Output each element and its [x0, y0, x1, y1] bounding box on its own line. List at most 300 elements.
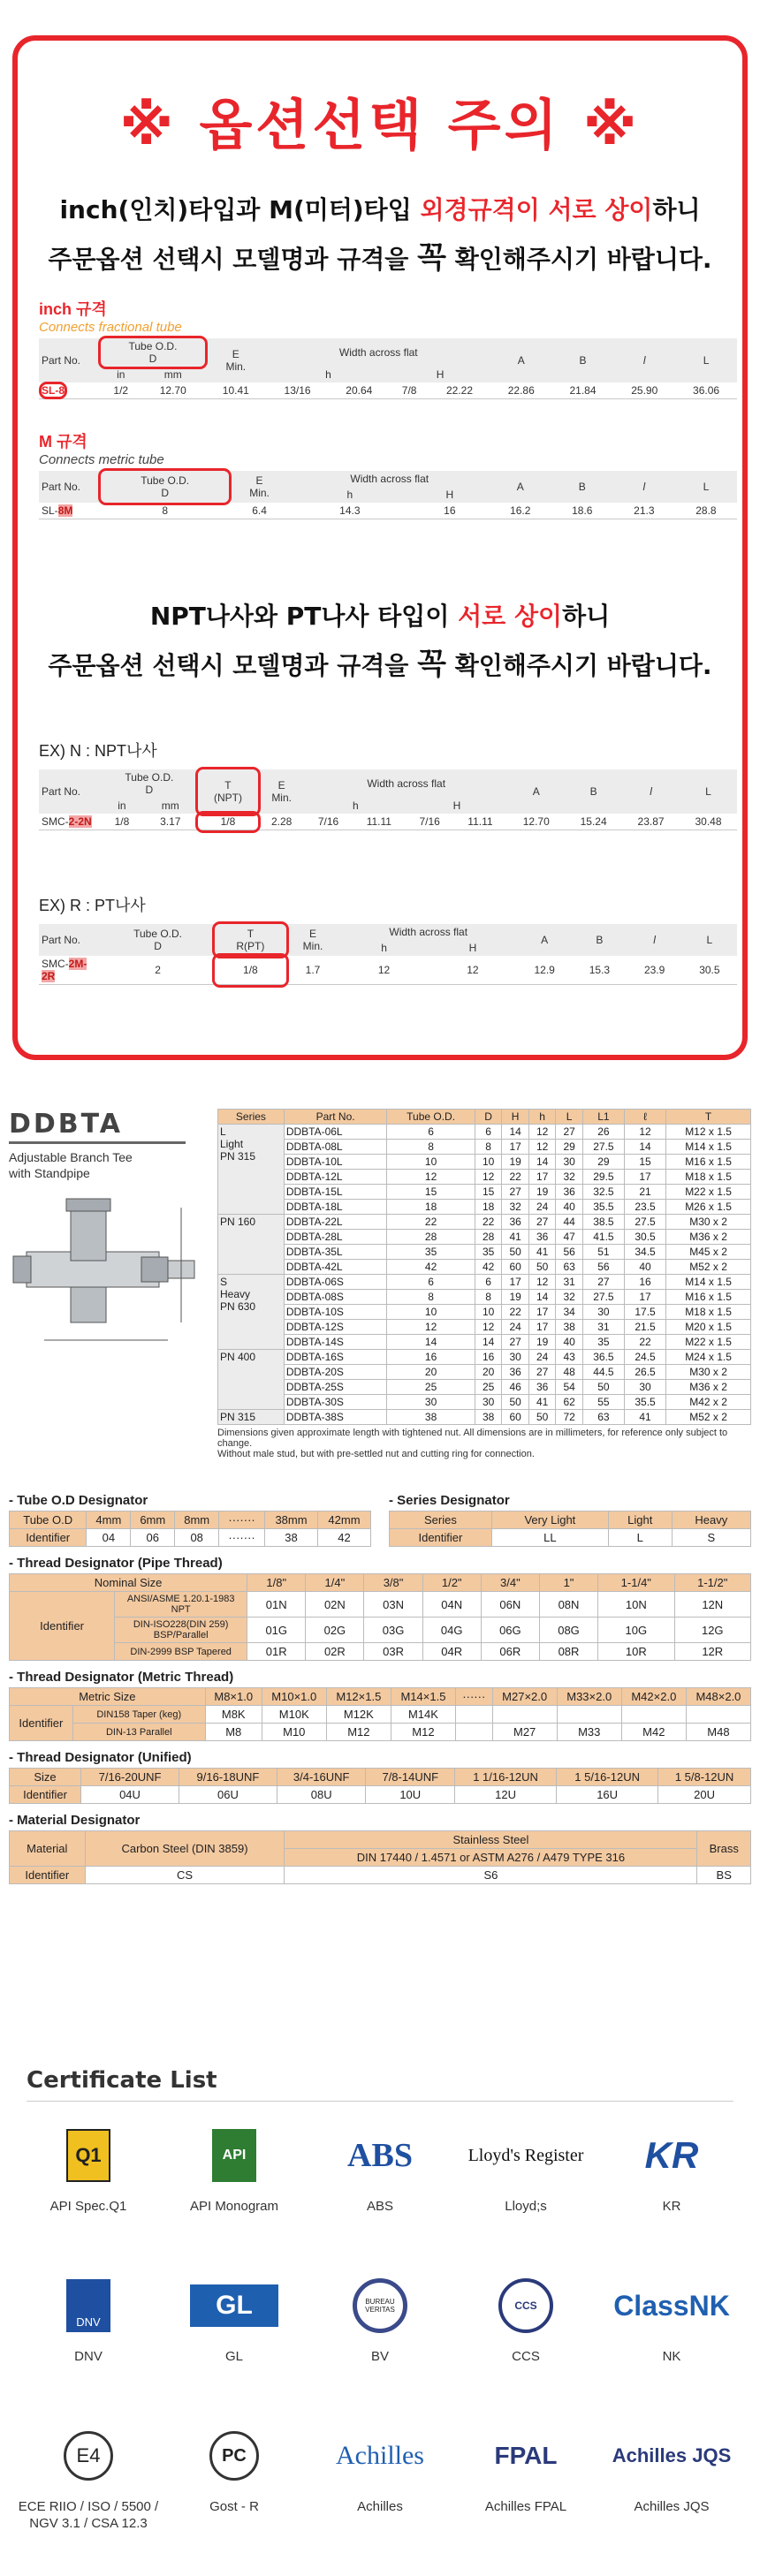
part-no-cell: DDBTA-06L	[284, 1125, 387, 1140]
col-t	[215, 924, 286, 956]
notice-line-3b: 와 PT나사 타입이	[253, 602, 459, 631]
dim-cell: M52 x 2	[666, 1260, 751, 1275]
series-text: Light	[220, 1138, 244, 1150]
certificate-logo-icon	[309, 2421, 451, 2491]
dim-cell: 55	[582, 1395, 624, 1410]
dim-cell: 32	[556, 1170, 583, 1185]
metric-thread-table	[9, 1687, 751, 1741]
dim-cell: 15	[387, 1185, 475, 1200]
id-cell: 04	[87, 1529, 131, 1547]
cell: 25.90	[613, 383, 675, 399]
dim-cell: 14	[624, 1140, 665, 1155]
cell: 2	[101, 956, 215, 985]
col-d: D	[161, 487, 170, 499]
header-cell: Heavy	[672, 1512, 750, 1529]
dim-cell: 16	[387, 1350, 475, 1365]
dim-cell: 56	[556, 1245, 583, 1260]
certificate-item	[601, 2421, 742, 2515]
col-tube-label: Tube O.D.	[133, 928, 183, 940]
col-waf: Width across flat	[267, 338, 490, 367]
dim-cell: 30	[387, 1395, 475, 1410]
col-mm: mm	[143, 798, 198, 814]
dim-cell: M16 x 1.5	[666, 1290, 751, 1305]
cell: 10.41	[205, 383, 267, 399]
dim-cell: 42	[475, 1260, 502, 1275]
id-cell: 10N	[598, 1592, 674, 1618]
col-e-label: E	[232, 348, 239, 360]
dim-cell: 27.5	[582, 1140, 624, 1155]
dim-cell: 6	[387, 1125, 475, 1140]
header-cell: 1/8"	[247, 1574, 306, 1592]
dim-cell: 20	[387, 1365, 475, 1380]
logo-text: DNV	[66, 2279, 110, 2332]
cell: 36.06	[675, 383, 737, 399]
certificate-name: Achilles FPAL	[484, 2499, 567, 2514]
id-cell: M10	[262, 1724, 326, 1741]
col-h: h	[339, 940, 428, 956]
notice-line-3	[18, 597, 742, 633]
dim-cell: M20 x 1.5	[666, 1320, 751, 1335]
col-e-label: E	[255, 474, 263, 487]
col-l: l	[613, 338, 675, 383]
id-cell: M8	[205, 1724, 262, 1741]
dim-cell: M18 x 1.5	[666, 1305, 751, 1320]
dim-header: L	[556, 1110, 583, 1125]
id-cell: 12N	[674, 1592, 750, 1618]
notice-title: ※ 옵션선택 주의 ※	[119, 93, 641, 157]
part-no-cell: DDBTA-18L	[284, 1200, 387, 1215]
metric-spec-table	[39, 471, 737, 519]
dim-cell: 36	[502, 1215, 529, 1230]
id-cell: 03R	[364, 1643, 422, 1661]
id-cell: 03N	[364, 1592, 422, 1618]
header-cell: M10×1.0	[262, 1688, 326, 1706]
logo-text: E4	[64, 2431, 113, 2481]
col-t-sub: (NPT)	[213, 792, 242, 804]
notice-line-2a: 주문옵션 선택시 모델명과 규격을	[48, 245, 418, 274]
certificate-section	[0, 2067, 760, 2531]
dim-cell: 27	[502, 1335, 529, 1350]
cell: 7/8	[390, 383, 429, 399]
header-cell: 38mm	[265, 1512, 318, 1529]
dim-cell: 14	[475, 1335, 502, 1350]
col-in: in	[101, 367, 141, 383]
col-l: l	[622, 769, 680, 814]
certificate-item	[18, 2270, 159, 2365]
dim-cell: 31	[582, 1320, 624, 1335]
col-t-label: T	[247, 928, 255, 940]
dim-cell: 34	[556, 1305, 583, 1320]
dim-cell: 35	[582, 1335, 624, 1350]
dim-cell: 12	[387, 1170, 475, 1185]
header-cell: 1 5/8-12UN	[658, 1769, 751, 1786]
npt-spec-table	[39, 769, 737, 830]
logo-text	[468, 2146, 584, 2165]
col-waf: Width across flat	[339, 924, 517, 940]
table-row	[218, 1230, 751, 1245]
dim-cell: 36	[528, 1380, 556, 1395]
col-waf: Width across flat	[290, 471, 490, 487]
certificate-logo-icon	[309, 2120, 451, 2191]
notice-line-1a: inch(인치)타입과 M(미터)타입	[59, 195, 421, 224]
col-l: l	[627, 924, 682, 956]
logo-text: Q1	[66, 2129, 110, 2182]
dim-cell: 38.5	[582, 1215, 624, 1230]
notice-line-3a: NPT나사	[149, 602, 254, 631]
col-waf: Width across flat	[305, 769, 507, 798]
material-designator-table	[9, 1830, 751, 1884]
notice-line-1	[18, 191, 742, 226]
cell: 8	[101, 503, 229, 519]
table-row	[218, 1200, 751, 1215]
dim-cell: 18	[475, 1200, 502, 1215]
dim-cell: 30.5	[624, 1230, 665, 1245]
dimension-table-wrap	[217, 1109, 751, 1459]
dim-cell: 27.5	[582, 1290, 624, 1305]
dim-cell: 50	[502, 1395, 529, 1410]
header-cell: 1 1/16-12UN	[455, 1769, 557, 1786]
npt-part-suffix: 2-2N	[68, 815, 92, 828]
cell: 2.28	[258, 814, 305, 830]
col-t-sub: R(PT)	[236, 940, 265, 952]
col-e-min: Min.	[271, 792, 292, 804]
col-tube-label: Tube O.D.	[125, 771, 174, 784]
series-cell	[218, 1350, 285, 1410]
certificate-title: Certificate List	[27, 2067, 217, 2094]
dim-header: Tube O.D.	[387, 1110, 475, 1125]
logo-text: GL	[190, 2284, 278, 2327]
pt-thread-cell: 1/8	[215, 956, 286, 985]
dim-cell: 43	[556, 1350, 583, 1365]
id-cell	[686, 1706, 750, 1724]
header-cell: ······	[456, 1688, 493, 1706]
part-no-cell: DDBTA-08S	[284, 1290, 387, 1305]
col-h: h	[305, 798, 407, 814]
pt-part-prefix: SMC-	[42, 958, 69, 970]
certificate-logo-icon	[455, 2421, 597, 2491]
dim-header: h	[528, 1110, 556, 1125]
unified-thread-table	[9, 1768, 751, 1804]
id-cell: M12K	[326, 1706, 391, 1724]
table-row	[10, 1592, 751, 1618]
col-a: A	[517, 924, 572, 956]
certificate-name: BV	[370, 2349, 389, 2364]
product-info	[9, 1109, 212, 1371]
cell: 21.3	[613, 503, 675, 519]
dim-cell: 15	[475, 1185, 502, 1200]
dim-cell: 40	[624, 1260, 665, 1275]
col-partno: Part No.	[39, 338, 101, 383]
table-row	[218, 1275, 751, 1290]
id-cell: 42	[317, 1529, 370, 1547]
certificate-item	[18, 2421, 159, 2532]
notice-line-1c: 하니	[652, 195, 701, 224]
identifier-label: Identifier	[10, 1786, 81, 1804]
notice-line-4b: 꼭	[417, 647, 446, 682]
npt-spec-block	[39, 769, 737, 830]
dim-cell: 60	[502, 1410, 529, 1425]
cell: 12.9	[517, 956, 572, 985]
metric-part-prefix: SL-	[42, 504, 58, 517]
id-cell: 12R	[674, 1643, 750, 1661]
tube-designator	[9, 1484, 371, 1547]
notice-line-3d: 하니	[562, 602, 611, 631]
part-no-cell: DDBTA-22L	[284, 1215, 387, 1230]
dim-cell: 17	[502, 1140, 529, 1155]
part-no-cell: DDBTA-16S	[284, 1350, 387, 1365]
certificate-logo-icon	[18, 2120, 159, 2191]
dim-cell: M42 x 2	[666, 1395, 751, 1410]
col-e-min: Min.	[302, 940, 323, 952]
npt-part-prefix: SMC-	[42, 815, 69, 828]
cell: 3.17	[143, 814, 198, 830]
notice-line-1b: 외경규격이 서로 상이	[420, 195, 653, 224]
product-desc-2: with Standpipe	[9, 1166, 90, 1180]
dim-cell: 29	[582, 1155, 624, 1170]
cell: 11.11	[352, 814, 407, 830]
col-tube	[101, 471, 229, 503]
dim-cell: 28	[387, 1230, 475, 1245]
part-no-cell: DDBTA-15L	[284, 1185, 387, 1200]
dim-cell: 17.5	[624, 1305, 665, 1320]
dim-cell: 19	[528, 1185, 556, 1200]
series-text: PN 160	[220, 1216, 256, 1228]
dim-cell: 21.5	[624, 1320, 665, 1335]
table-row	[218, 1140, 751, 1155]
header-cell: M8×1.0	[205, 1688, 262, 1706]
table-row	[218, 1320, 751, 1335]
certificate-name: GL	[224, 2349, 243, 2364]
dim-cell: 24	[502, 1320, 529, 1335]
dim-cell: M36 x 2	[666, 1380, 751, 1395]
certificate-logo-icon	[18, 2270, 159, 2341]
dim-cell: 72	[556, 1410, 583, 1425]
logo-text: Achilles	[336, 2441, 424, 2470]
stainless-steel-label: Stainless Steel	[285, 1831, 697, 1849]
certificate-logo-icon	[163, 2270, 305, 2341]
part-no-cell: DDBTA-12L	[284, 1170, 387, 1185]
certificate-logo-icon	[18, 2421, 159, 2491]
series-label: Series	[390, 1512, 492, 1529]
dim-cell: 8	[387, 1140, 475, 1155]
id-cell: M48	[686, 1724, 750, 1741]
dim-cell: 17	[502, 1275, 529, 1290]
series-cell	[218, 1215, 285, 1275]
certificate-name: API Spec.Q1	[49, 2199, 127, 2214]
id-cell: 16U	[557, 1786, 658, 1804]
dim-cell: M26 x 1.5	[666, 1200, 751, 1215]
id-cell: S	[672, 1529, 750, 1547]
pipe-thread-table	[9, 1573, 751, 1661]
dim-cell: 12	[624, 1125, 665, 1140]
id-cell	[492, 1706, 557, 1724]
dim-cell: 41.5	[582, 1230, 624, 1245]
col-L: L	[680, 769, 737, 814]
series-designator-title: - Series Designator	[389, 1493, 510, 1508]
dim-cell: 32	[556, 1290, 583, 1305]
header-cell: 1"	[539, 1574, 597, 1592]
certificate-item	[601, 2120, 742, 2215]
series-text: PN 315	[220, 1150, 256, 1163]
inch-spec-table	[39, 338, 737, 399]
certificate-logo-icon	[455, 2270, 597, 2341]
col-L: L	[682, 924, 737, 956]
certificate-name: Achilles	[357, 2499, 403, 2514]
part-no-cell: DDBTA-10S	[284, 1305, 387, 1320]
id-cell: 08G	[539, 1618, 597, 1643]
metric-spec-block	[39, 429, 737, 519]
part-no-cell: DDBTA-28L	[284, 1230, 387, 1245]
dim-cell: 35.5	[624, 1395, 665, 1410]
metric-spec-label: M 규격	[39, 433, 87, 451]
brass-label: Brass	[697, 1831, 751, 1867]
part-no-cell: DDBTA-06S	[284, 1275, 387, 1290]
col-h: h	[267, 367, 391, 383]
certificate-name: ABS	[366, 2199, 393, 2214]
dim-cell: 63	[582, 1410, 624, 1425]
tube-od-label: Tube O.D	[10, 1512, 87, 1529]
certificate-logo-icon	[601, 2270, 742, 2341]
id-cell: LL	[491, 1529, 608, 1547]
dim-cell: M22 x 1.5	[666, 1335, 751, 1350]
id-cell: M33	[557, 1724, 621, 1741]
table-row	[10, 1724, 751, 1741]
dim-cell: 51	[582, 1245, 624, 1260]
dim-cell: M45 x 2	[666, 1245, 751, 1260]
dim-cell: 19	[502, 1155, 529, 1170]
dim-cell: 41	[624, 1410, 665, 1425]
logo-text: BUREAU VERITAS	[353, 2278, 407, 2333]
dim-cell: 12	[528, 1125, 556, 1140]
id-cell: M10K	[262, 1706, 326, 1724]
material-id-s6: S6	[285, 1867, 697, 1884]
part-no-cell: DDBTA-14S	[284, 1335, 387, 1350]
notice-line-2b: 꼭	[417, 240, 446, 276]
table-row	[218, 1305, 751, 1320]
tee-drawing-icon	[9, 1190, 203, 1367]
metric-size-label: Metric Size	[10, 1688, 206, 1706]
certificate-logo-icon	[601, 2421, 742, 2491]
dim-cell: 50	[502, 1245, 529, 1260]
nominal-size-label: Nominal Size	[10, 1574, 247, 1592]
certificate-name: Achilles JQS	[634, 2499, 710, 2514]
table-row	[218, 1215, 751, 1230]
dim-cell: 29.5	[582, 1170, 624, 1185]
dim-cell: 44.5	[582, 1365, 624, 1380]
dim-cell: 18	[387, 1200, 475, 1215]
col-h: h	[290, 487, 410, 503]
pipe-thread-title: - Thread Designator (Pipe Thread)	[9, 1556, 223, 1571]
cell: 30.5	[682, 956, 737, 985]
header-cell: M42×2.0	[621, 1688, 686, 1706]
certificate-item	[601, 2270, 742, 2365]
col-e	[205, 338, 267, 383]
series-designator-table	[389, 1511, 751, 1547]
table-row	[218, 1395, 751, 1410]
identifier-label: Identifier	[390, 1529, 492, 1547]
dim-cell: 60	[502, 1260, 529, 1275]
part-no-cell: DDBTA-38S	[284, 1410, 387, 1425]
cell: 12	[339, 956, 428, 985]
header-cell: 6mm	[131, 1512, 175, 1529]
dim-cell: 26	[582, 1125, 624, 1140]
dim-cell: 17	[528, 1320, 556, 1335]
size-label: Size	[10, 1769, 81, 1786]
certificate-item	[163, 2270, 305, 2365]
dim-cell: 24.5	[624, 1350, 665, 1365]
table-row	[10, 1618, 751, 1643]
inch-spec-block	[39, 297, 737, 399]
certificate-name: Lloyd;s	[505, 2199, 547, 2214]
dim-header: L1	[582, 1110, 624, 1125]
series-text: PN 630	[220, 1300, 256, 1313]
dim-cell: 20	[475, 1365, 502, 1380]
dim-cell: 41	[502, 1230, 529, 1245]
dim-cell: 6	[387, 1275, 475, 1290]
dim-cell: 25	[387, 1380, 475, 1395]
id-cell	[557, 1706, 621, 1724]
dim-cell: 8	[475, 1140, 502, 1155]
table-row	[218, 1155, 751, 1170]
header-cell: 42mm	[317, 1512, 370, 1529]
header-cell: 8mm	[175, 1512, 219, 1529]
dim-cell: M12 x 1.5	[666, 1125, 751, 1140]
logo-text: KR	[644, 2134, 699, 2176]
col-d: D	[145, 784, 154, 796]
tube-designator-title: - Tube O.D Designator	[9, 1493, 148, 1508]
id-cell	[456, 1706, 493, 1724]
series-cell	[218, 1125, 285, 1215]
dim-header: ℓ	[624, 1110, 665, 1125]
series-cell	[218, 1275, 285, 1350]
col-partno: Part No.	[39, 471, 101, 503]
dim-cell: 35.5	[582, 1200, 624, 1215]
certificate-name: NK	[662, 2349, 681, 2364]
col-H: H	[410, 487, 490, 503]
dim-cell: 6	[475, 1125, 502, 1140]
dim-cell: 47	[556, 1230, 583, 1245]
col-a: A	[490, 471, 551, 503]
cell: 11.11	[453, 814, 508, 830]
col-tube	[101, 769, 198, 798]
dim-cell: 30	[502, 1350, 529, 1365]
header-cell: 1/4"	[306, 1574, 364, 1592]
id-cell: 04G	[422, 1618, 481, 1643]
col-e-min: Min.	[249, 487, 270, 499]
metric-part-suffix: 8M	[57, 504, 73, 517]
table-row	[10, 1706, 751, 1724]
col-H: H	[390, 367, 490, 383]
logo-text: PC	[209, 2431, 259, 2481]
id-cell: M8K	[205, 1706, 262, 1724]
certificate-name: KR	[662, 2199, 681, 2214]
logo-text: Achilles JQS	[612, 2444, 732, 2466]
id-cell: 03G	[364, 1618, 422, 1643]
cell: 12.70	[141, 383, 205, 399]
dim-cell: 27	[582, 1275, 624, 1290]
id-cell: M14K	[391, 1706, 455, 1724]
dim-cell: 27	[502, 1185, 529, 1200]
cell: 6.4	[229, 503, 289, 519]
series-text: PN 315	[220, 1411, 256, 1423]
dim-cell: 30	[475, 1395, 502, 1410]
series-text: Heavy	[220, 1288, 251, 1300]
dim-cell: M52 x 2	[666, 1410, 751, 1425]
identifier-label: Identifier	[10, 1592, 115, 1661]
id-cell: 06G	[481, 1618, 539, 1643]
unified-thread-title: - Thread Designator (Unified)	[9, 1750, 192, 1765]
dim-cell: M22 x 1.5	[666, 1185, 751, 1200]
